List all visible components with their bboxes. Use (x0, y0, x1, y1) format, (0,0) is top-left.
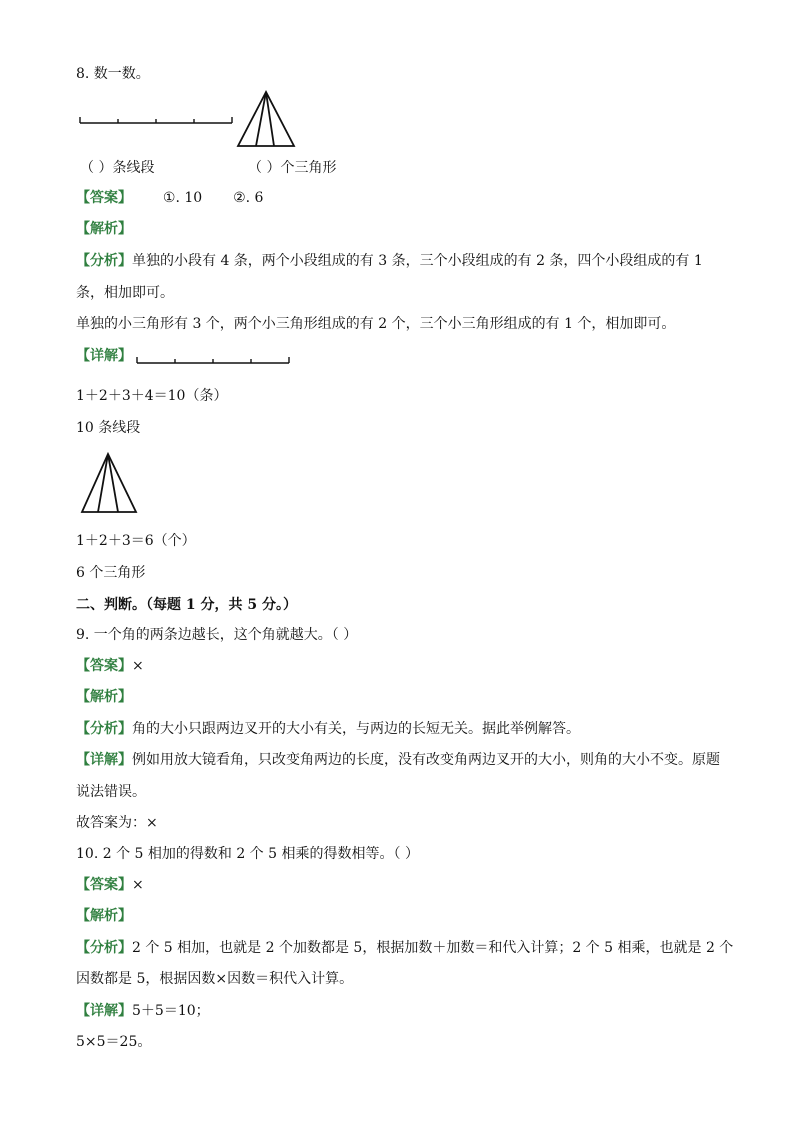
detail-tag: 【详解】 (76, 348, 132, 364)
fenxi-tag: 【分析】 (76, 940, 132, 956)
fenxi-tag: 【分析】 (76, 721, 132, 737)
fenxi-tag: 【分析】 (76, 253, 132, 269)
answer-tag: 【答案】 (76, 658, 132, 674)
q8-fenxi-text-2: 条，相加即可。 (76, 285, 174, 301)
q9-detail-text-2: 说法错误。 (76, 784, 146, 800)
q9-fenxi-text: 角的大小只跟两边叉开的大小有关，与两边的长短无关。据此举例解答。 (132, 721, 580, 737)
q9-answer: × (132, 658, 144, 674)
q8-calc-1: 1＋2＋3＋4＝10（条） (76, 388, 228, 404)
q10-title: 10. 2 个 5 相加的得数和 2 个 5 相乘的得数相等。（ ） (76, 846, 419, 862)
segment-figure-1 (78, 108, 238, 128)
q8-result-1: 10 条线段 (76, 420, 141, 436)
q10-fenxi-text-2: 因数都是 5，根据因数×因数＝积代入计算。 (76, 971, 354, 987)
section-2-title: 二、判断。（每题 1 分，共 5 分。） (76, 597, 297, 613)
triangle-figure-2 (80, 452, 140, 516)
q8-fenxi-text-3: 单独的小三角形有 3 个，两个小三角形组成的有 2 个，三个小三角形组成的有 1 个，相加即可。 (76, 316, 676, 332)
q8-result-2: 6 个三角形 (76, 565, 146, 581)
detail-tag: 【详解】 (76, 1003, 132, 1019)
q8-answer-1: ①. 10 (162, 190, 203, 206)
analysis-tag: 【解析】 (76, 221, 132, 237)
detail-tag: 【详解】 (76, 752, 132, 768)
q10-detail-text-1: 5＋5＝10； (132, 1003, 210, 1019)
q10-fenxi-text-1: 2 个 5 相加，也就是 2 个加数都是 5，根据加数＋加数＝和代入计算；2 个 5 相乘，也就是 2 个 (132, 940, 734, 956)
segment-figure-2 (136, 350, 296, 370)
q10-answer: × (132, 877, 144, 893)
q8-title: 8. 数一数。 (76, 66, 150, 82)
q8-calc-2: 1＋2＋3＝6（个） (76, 533, 196, 549)
answer-tag: 【答案】 (76, 190, 132, 206)
q8-answer-2: ②. 6 (233, 190, 264, 206)
answer-tag: 【答案】 (76, 877, 132, 893)
q9-title: 9. 一个角的两条边越长，这个角就越大。（ ） (76, 627, 358, 643)
q8-blank-segments: （ ）条线段 (80, 160, 155, 176)
q9-conclusion: 故答案为：× (76, 815, 158, 831)
q8-blank-triangles: （ ）个三角形 (248, 160, 337, 176)
analysis-tag: 【解析】 (76, 908, 132, 924)
q10-detail-text-2: 5×5＝25。 (76, 1034, 152, 1050)
q9-detail-text-1: 例如用放大镜看角，只改变角两边的长度，没有改变角两边叉开的大小，则角的大小不变。原题 (132, 752, 720, 768)
q8-fenxi-text-1: 单独的小段有 4 条，两个小段组成的有 3 条，三个小段组成的有 2 条，四个小段组成的有 1 (132, 253, 703, 269)
analysis-tag: 【解析】 (76, 689, 132, 705)
triangle-figure-1 (236, 90, 296, 150)
